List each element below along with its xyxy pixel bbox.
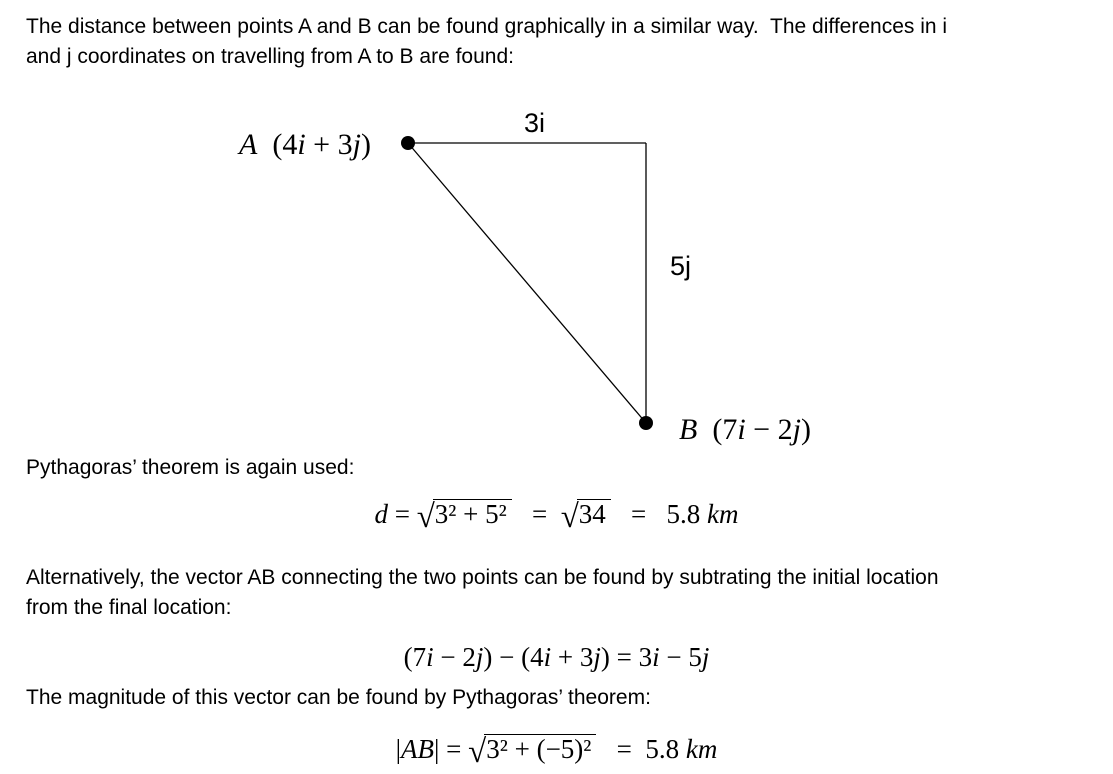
formula-segment: ) (800, 413, 811, 446)
point-b-label (679, 415, 811, 445)
horizontal-leg-label: 3i (524, 108, 546, 138)
formula-segment: A (239, 128, 258, 161)
radical-sign: √ (468, 733, 487, 770)
hypotenuse-line (408, 143, 646, 423)
distance-formula (0, 497, 1113, 535)
radicand: 3² + 5² (433, 499, 512, 529)
formula-segment: = (387, 499, 417, 529)
formula-segment: = 5.8 (596, 734, 686, 764)
formula-segment: (7 (403, 642, 427, 672)
pythagoras-intro-paragraph (26, 453, 354, 483)
formula-segment: i (737, 413, 746, 446)
square-root (468, 732, 596, 770)
formula-segment: ) − (4 (483, 642, 544, 672)
vertical-leg-label: 5j (670, 251, 692, 281)
paragraph-line: from the final location: (26, 596, 232, 619)
formula-segment: − 2 (433, 642, 476, 672)
alternative-paragraph (26, 563, 939, 623)
square-root (416, 497, 512, 535)
formula-segment: (7 (697, 413, 738, 446)
formula-segment: i (297, 128, 306, 161)
formula-segment: + 3 (551, 642, 594, 672)
formula-segment: = (511, 499, 561, 529)
magnitude-formula (0, 732, 1113, 770)
formula-segment: | (395, 734, 402, 764)
formula-segment: (4 (257, 128, 298, 161)
formula-segment: j (701, 642, 710, 672)
formula-segment: B (679, 413, 698, 446)
formula-segment: km (685, 734, 718, 764)
radicand: 3² + (−5)² (484, 734, 596, 764)
formula-segment: j (352, 128, 361, 161)
formula-segment: i (652, 642, 660, 672)
radical-sign: √ (560, 498, 579, 535)
formula-segment: j (475, 642, 484, 672)
point-b-dot (639, 416, 653, 430)
formula-segment: = 5.8 (610, 499, 708, 529)
formula-segment: d (374, 499, 388, 529)
point-a-dot (401, 136, 415, 150)
magnitude-intro-paragraph (26, 683, 651, 713)
formula-segment: | = (434, 734, 469, 764)
formula-segment: km (707, 499, 739, 529)
radical-sign: √ (416, 498, 435, 535)
point-a-label (239, 130, 371, 160)
paragraph-line: and j coordinates on travelling from A to B are found: (26, 45, 514, 68)
formula-segment: ) (360, 128, 371, 161)
formula-segment: − 5 (659, 642, 702, 672)
formula-segment: j (593, 642, 601, 672)
formula-segment: i (426, 642, 434, 672)
formula-segment: j (792, 413, 801, 446)
paragraph-line: Alternatively, the vector AB connecting the two points can be found by subtrating the initial location (26, 566, 939, 589)
formula-segment: i (543, 642, 552, 672)
square-root (560, 497, 611, 535)
paragraph-line: The magnitude of this vector can be found by Pythagoras’ theorem: (26, 686, 651, 709)
paragraph-line: Pythagoras’ theorem is again used: (26, 456, 355, 479)
formula-segment: AB (401, 734, 435, 764)
radicand: 34 (577, 499, 611, 529)
formula-segment: − 2 (745, 413, 793, 446)
paragraph-line: The distance between points A and B can be found graphically in a similar way. The differences in i (26, 15, 948, 38)
formula-segment: + 3 (305, 128, 353, 161)
vector-subtraction-formula (0, 640, 1113, 675)
formula-segment: ) = 3 (600, 642, 653, 672)
